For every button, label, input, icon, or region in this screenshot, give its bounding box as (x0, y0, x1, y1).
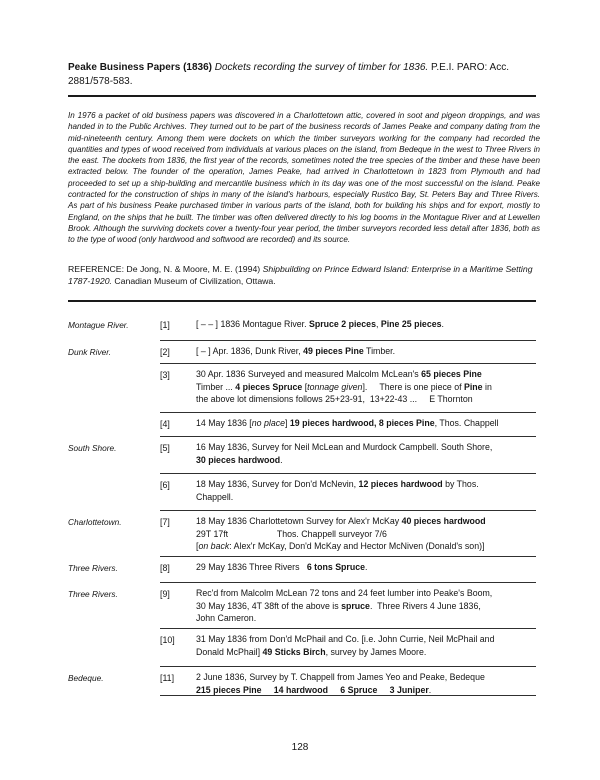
entry-text (196, 671, 536, 696)
entry-place: Three Rivers. (68, 589, 118, 599)
entry-run: 18 May 1836 Charlottetown Survey for Alex'r McKay (196, 516, 402, 526)
entry-run: Pine (463, 381, 483, 392)
entry-run: on back (198, 541, 230, 551)
entry-run: . (280, 454, 283, 465)
entry-run: 4 pieces Spruce (235, 381, 303, 392)
entry-run: : Alex'r McKay, Don'd McKay and Hector McNiven (Donald's son)] (229, 541, 485, 551)
header-subtitle: Dockets recording the survey of timber for 1836. (214, 62, 429, 73)
entry-run: 30 pieces hardwood (196, 454, 281, 465)
entry-line (196, 368, 536, 381)
entry-number: [6] (160, 480, 170, 490)
entry-number: [10] (160, 635, 175, 645)
entry-run: Rec'd from Malcolm McLean 72 tons and 24 feet lumber into Peake's Boom, (196, 588, 493, 598)
reference-title: Shipbuilding on Prince Edward Island: Enterprise in a Maritime Setting 1787-1920. (68, 264, 533, 286)
entry-rule (160, 412, 536, 413)
entry-run: , (375, 319, 381, 329)
entry-run: [ (302, 381, 308, 392)
entry-number: [1] (160, 320, 170, 330)
entry-run: 6 Spruce (340, 684, 378, 695)
entry-place: Montague River. (68, 320, 129, 330)
entry-run: ] (285, 418, 290, 428)
entry-run: 31 May 1836 from Don'd McPhail and Co. [i.e. John Currie, Neil McPhail and (196, 634, 495, 644)
entry-run: Pine 25 pieces (380, 319, 442, 329)
page-number: 128 (291, 742, 309, 753)
entry-run: John Cameron. (196, 613, 257, 623)
entry-text (196, 345, 536, 358)
reference-publisher: Canadian Museum of Civilization, Ottawa. (114, 276, 276, 286)
entry-run: the above lot dimensions follows 25+23-91, 13+22-43 ... E Thornton (196, 394, 473, 404)
entry-run: 6 tons Spruce (306, 562, 366, 572)
entry-run: 12 pieces hardwood (358, 479, 443, 489)
entry-run: in (482, 381, 492, 392)
entry-rule (160, 582, 536, 583)
document-header (68, 61, 536, 89)
entry-run (328, 685, 340, 695)
entry-run: [ (196, 541, 199, 551)
entry-run: 16 May 1836, Survey for Neil McLean and Murdock Campbell. South Shore, (196, 442, 493, 452)
entry-run: Timber ... (196, 381, 236, 392)
entry-run: no place (251, 418, 286, 428)
entry-rule (160, 628, 536, 629)
entry-line (196, 417, 536, 430)
entry-run: 30 Apr. 1836 Surveyed and measured Malcolm McLean's (196, 369, 422, 379)
entry-text (196, 561, 536, 574)
entry-rule (160, 340, 536, 341)
entry-run: by Thos. (442, 479, 479, 489)
entry-run: . (441, 319, 444, 329)
entry-line (196, 381, 536, 394)
header-rule (68, 95, 536, 97)
entry-rule (160, 473, 536, 474)
entry-line (196, 345, 536, 358)
entry-run: , survey by James Moore. (325, 646, 427, 657)
entry-place: Bedeque. (68, 673, 104, 683)
entry-text (196, 417, 536, 430)
entry-run: Spruce 2 pieces (308, 319, 376, 329)
entry-run (377, 685, 389, 695)
entry-run: spruce (341, 600, 370, 611)
entry-line (196, 600, 536, 613)
entry-line (196, 587, 536, 600)
entry-line (196, 318, 536, 331)
entry-line (196, 528, 536, 541)
entry-text (196, 441, 536, 466)
entry-place: South Shore. (68, 443, 117, 453)
entry-run: . (365, 562, 368, 572)
entry-run: . (428, 684, 432, 695)
header-citation: P.E.I. PARO: Acc. 2881/578-583. (68, 62, 509, 87)
entry-run: [ – – ] 1836 Montague River. (196, 319, 309, 329)
entry-number: [4] (160, 419, 170, 429)
entry-run: tonnage given (307, 381, 363, 392)
entry-line (196, 671, 536, 684)
entry-run: 30 May 1836, 4T 38ft of the above is (196, 600, 342, 611)
entry-rule (160, 695, 536, 696)
entry-run: 49 Sticks Birch (262, 646, 326, 657)
entry-place: Dunk River. (68, 347, 112, 357)
entry-line (196, 491, 536, 504)
entry-text (196, 368, 536, 406)
intro-paragraph: In 1976 a packet of old business papers was discovered in a Charlottetown attic, covered in soot and pigeon droppings, and was handed in to the Public Archives. They turned out to be part of the business records of James Peake and company dating from the mid-nineteenth century. Among them were dockets on which the timber surveyors working for the company had recorded the quantities and types of wood received from individuals at various places on the island, from Bedeque in the west to Three Rivers in the east. The dockets from 1836, the first year of the records, sometimes noted the tree species of the timber and these have been extracted below. The founder of the operation, James Peake, had arrived in Charlottetown in 1823 from Plymouth and had proceeded to set up a ship-building and mercantile business which in its day was one of the most successful on the island. Peake contracted for the construction of ships in many of the island's harbours, especially Rustico Bay, St. Peters Bay and Three Rivers. As part of his business Peake purchased timber in various parts of the island, both for building his ships and for export, mostly to England, on the ships that he built. The timber was often delivered directly to his log booms in the Montague River and at Lewellen Brook. Although the surviving dockets cover a twenty-four year period, the timber surveyors recorded less detail after 1836, both as to the type of wood (only hardwood and softwood are recorded) and its source. (68, 111, 540, 245)
entry-run: 29 May 1836 Three Rivers (196, 562, 307, 572)
entry-number: [9] (160, 589, 170, 599)
entry-run: 2 June 1836, Survey by T. Chappell from James Yeo and Peake, Bedeque (196, 672, 485, 682)
entry-run: [ – ] Apr. 1836, Dunk River, (196, 346, 304, 356)
entry-run: Timber. (363, 346, 396, 356)
entry-run (262, 685, 274, 695)
entry-number: [8] (160, 563, 170, 573)
reference-rule (68, 300, 536, 302)
entry-run: Chappell. (196, 491, 234, 502)
entry-rule (160, 436, 536, 437)
entry-text (196, 633, 536, 658)
entry-text (196, 478, 536, 503)
entry-number: [11] (160, 673, 175, 683)
entry-number: [2] (160, 347, 170, 357)
entry-rule (160, 510, 536, 511)
entry-run: 49 pieces Pine (303, 346, 364, 356)
entry-rule (160, 556, 536, 557)
entry-run: , Thos. Chappell (434, 418, 499, 428)
entry-run: 18 May 1836, Survey for Don'd McNevin, (196, 479, 359, 489)
entry-line (196, 540, 536, 553)
entry-line (196, 454, 536, 467)
entry-run: 29T 17ft Thos. Chappell surveyor 7/6 (196, 528, 387, 539)
entry-run: Donald McPhail] (196, 646, 263, 657)
entry-number: [5] (160, 443, 170, 453)
entry-text (196, 318, 536, 331)
reference (68, 263, 538, 287)
entry-line (196, 441, 536, 454)
entry-run: 65 pieces Pine (421, 369, 482, 379)
entry-run: 3 Juniper (389, 684, 429, 695)
entry-place: Three Rivers. (68, 563, 118, 573)
entry-line (196, 515, 536, 528)
entry-rule (160, 363, 536, 364)
entry-number: [7] (160, 517, 170, 527)
entry-place: Charlottetown. (68, 517, 122, 527)
entry-run: ]. There is one piece of (362, 381, 464, 392)
entry-line (196, 612, 536, 625)
entry-rule (160, 666, 536, 667)
entry-run: 14 May 1836 [ (196, 418, 252, 428)
header-title: Peake Business Papers (1836) (68, 62, 212, 73)
entry-run: 40 pieces hardwood (401, 516, 486, 526)
entry-line (196, 561, 536, 574)
reference-authors: De Jong, N. & Moore, M. E. (1994) (126, 264, 261, 274)
reference-label: REFERENCE: (68, 264, 124, 274)
entry-run: 19 pieces hardwood, 8 pieces Pine (289, 418, 435, 428)
entry-line (196, 478, 536, 491)
entry-number: [3] (160, 370, 170, 380)
entry-run: . Three Rivers 4 June 1836, (369, 600, 481, 611)
entry-run: 215 pieces Pine (196, 684, 262, 695)
entry-run: 14 hardwood (273, 684, 329, 695)
entry-line (196, 633, 536, 646)
entry-line (196, 646, 536, 659)
entry-line (196, 393, 536, 406)
entry-text (196, 587, 536, 625)
entry-text (196, 515, 536, 553)
